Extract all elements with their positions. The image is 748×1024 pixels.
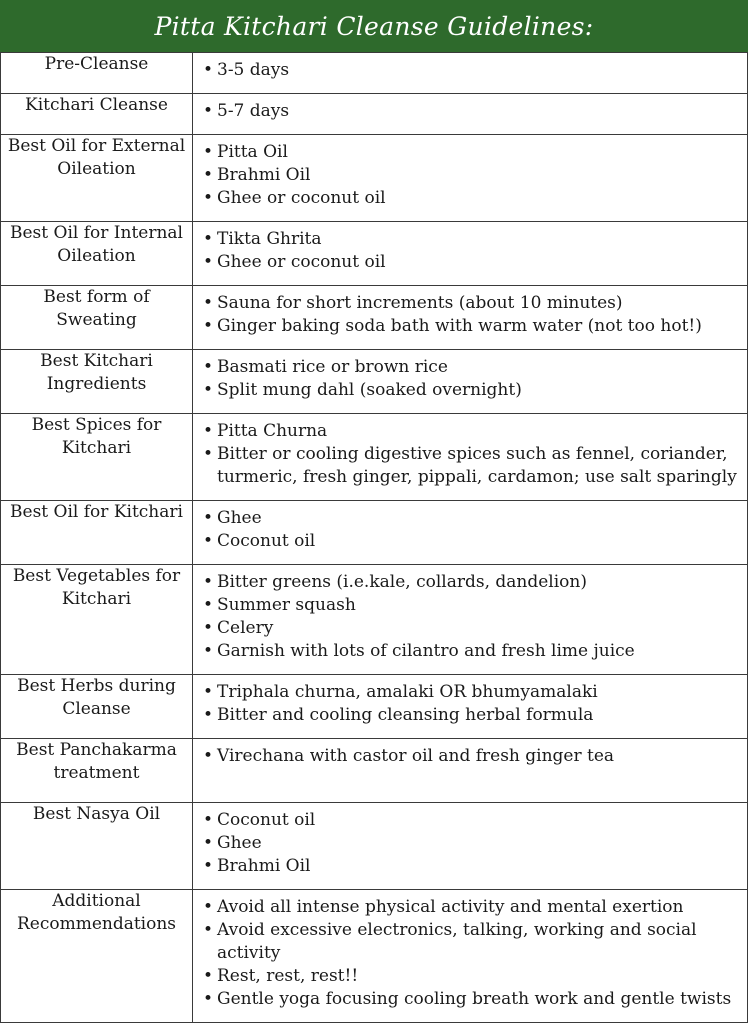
list-item: • Avoid all intense physical activity and mental exertion (217, 896, 739, 919)
list-item: • Coconut oil (217, 530, 739, 553)
row-label: Best Oil for Internal Oileation (1, 222, 193, 286)
bullet-list (199, 501, 739, 553)
table-row (1, 414, 748, 501)
bullet-list (199, 350, 739, 402)
list-item: • Basmati rice or brown rice (217, 356, 739, 379)
bullet-list (199, 565, 739, 663)
list-item: • Split mung dahl (soaked overnight) (217, 379, 739, 402)
list-item: • Brahmi Oil (217, 855, 739, 878)
row-items (193, 135, 748, 222)
table-row (1, 222, 748, 286)
list-item: • Ghee (217, 507, 739, 530)
row-items (193, 739, 748, 803)
row-label: Best form of Sweating (1, 286, 193, 350)
list-item: • Coconut oil (217, 809, 739, 832)
list-item: • Virechana with castor oil and fresh ginger tea (217, 745, 739, 768)
list-item: • Pitta Oil (217, 141, 739, 164)
row-label: Best Kitchari Ingredients (1, 350, 193, 414)
list-item: • Ginger baking soda bath with warm water (not too hot!) (217, 315, 739, 338)
row-label: Best Oil for External Oileation (1, 135, 193, 222)
list-item: • Bitter or cooling digestive spices such as fennel, coriander, turmeric, fresh ginger, pippali, cardamon; use salt sparingly (217, 443, 739, 489)
table-row (1, 94, 748, 135)
list-item: • Ghee (217, 832, 739, 855)
row-items (193, 414, 748, 501)
row-items (193, 890, 748, 1023)
row-label: Best Panchakarma treatment (1, 739, 193, 803)
table-row (1, 501, 748, 565)
bullet-list (199, 675, 739, 727)
list-item: • Rest, rest, rest!! (217, 965, 739, 988)
row-items (193, 675, 748, 739)
table-row (1, 53, 748, 94)
list-item: • Garnish with lots of cilantro and fresh lime juice (217, 640, 739, 663)
list-item: • Pitta Churna (217, 420, 739, 443)
bullet-list (199, 739, 739, 768)
table-row (1, 565, 748, 675)
row-items (193, 803, 748, 890)
table-row (1, 675, 748, 739)
table-row (1, 739, 748, 803)
guidelines-table (0, 52, 748, 1023)
list-item: • Gentle yoga focusing cooling breath work and gentle twists (217, 988, 739, 1011)
list-item: • Bitter greens (i.e.kale, collards, dandelion) (217, 571, 739, 594)
table-row (1, 890, 748, 1023)
bullet-list (199, 53, 739, 82)
table-row (1, 350, 748, 414)
bullet-list (199, 286, 739, 338)
list-item: • Sauna for short increments (about 10 minutes) (217, 292, 739, 315)
row-items (193, 53, 748, 94)
row-label: Best Oil for Kitchari (1, 501, 193, 565)
bullet-list (199, 414, 739, 489)
list-item: • Celery (217, 617, 739, 640)
list-item: • Bitter and cooling cleansing herbal formula (217, 704, 739, 727)
row-label: Pre-Cleanse (1, 53, 193, 94)
row-items (193, 565, 748, 675)
row-items (193, 501, 748, 565)
row-items (193, 222, 748, 286)
list-item: • Ghee or coconut oil (217, 187, 739, 210)
list-item: • Brahmi Oil (217, 164, 739, 187)
list-item: • Summer squash (217, 594, 739, 617)
list-item: • 5-7 days (217, 100, 739, 123)
row-items (193, 286, 748, 350)
bullet-list (199, 94, 739, 123)
table-row (1, 803, 748, 890)
bullet-list (199, 890, 739, 1011)
bullet-list (199, 803, 739, 878)
list-item: • Triphala churna, amalaki OR bhumyamalaki (217, 681, 739, 704)
row-label: Additional Recommendations (1, 890, 193, 1023)
row-items (193, 350, 748, 414)
table-row (1, 135, 748, 222)
page-title: Pitta Kitchari Cleanse Guidelines: (0, 0, 748, 52)
list-item: • Avoid excessive electronics, talking, working and social activity (217, 919, 739, 965)
list-item: • Ghee or coconut oil (217, 251, 739, 274)
list-item: • 3-5 days (217, 59, 739, 82)
row-label: Best Nasya Oil (1, 803, 193, 890)
row-items (193, 94, 748, 135)
row-label: Best Spices for Kitchari (1, 414, 193, 501)
bullet-list (199, 222, 739, 274)
bullet-list (199, 135, 739, 210)
row-label: Kitchari Cleanse (1, 94, 193, 135)
table-row (1, 286, 748, 350)
list-item: • Tikta Ghrita (217, 228, 739, 251)
row-label: Best Vegetables for Kitchari (1, 565, 193, 675)
row-label: Best Herbs during Cleanse (1, 675, 193, 739)
